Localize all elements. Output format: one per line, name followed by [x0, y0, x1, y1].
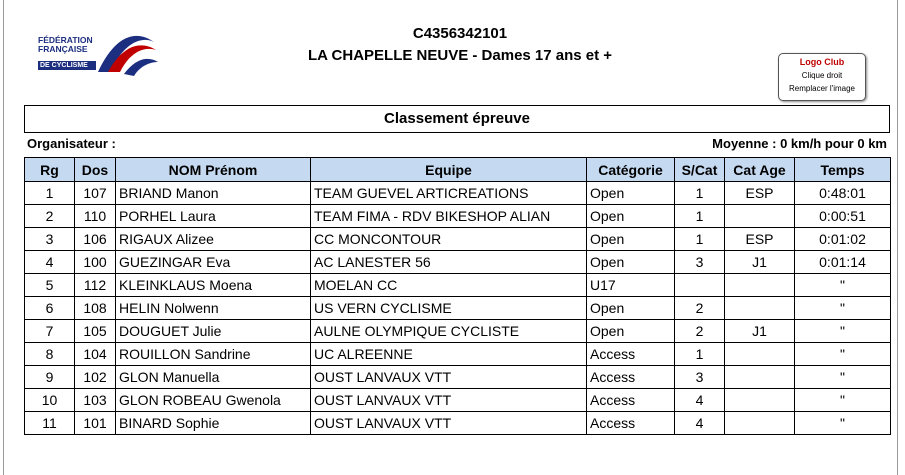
cell-subcategory: 1 — [675, 205, 725, 228]
federation-swoosh-icon — [94, 28, 160, 82]
table-row — [25, 182, 891, 205]
cell-bib: 101 — [75, 412, 116, 435]
cell-team: OUST LANVAUX VTT — [311, 389, 587, 412]
table-row — [25, 297, 891, 320]
page-right-edge — [897, 0, 898, 475]
cell-age-category: ESP — [725, 228, 795, 251]
cell-category: Access — [587, 343, 675, 366]
club-logo-hint-1: Clique droit — [801, 71, 843, 80]
cell-category: Open — [587, 320, 675, 343]
cell-age-category — [725, 343, 795, 366]
cell-age-category — [725, 366, 795, 389]
race-title: LA CHAPELLE NEUVE - Dames 17 ans et + — [307, 47, 613, 64]
section-title: Classement épreuve — [24, 106, 890, 132]
table-header-row — [25, 158, 891, 182]
cell-category: Access — [587, 389, 675, 412]
club-logo-placeholder[interactable] — [778, 53, 866, 101]
cell-name: GUEZINGAR Eva — [116, 251, 311, 274]
federation-logo — [38, 28, 162, 82]
cell-time: 0:48:01 — [795, 182, 891, 205]
cell-subcategory: 1 — [675, 228, 725, 251]
table-row — [25, 228, 891, 251]
cell-name: DOUGUET Julie — [116, 320, 311, 343]
cell-rank: 2 — [25, 205, 75, 228]
average-label: Moyenne : 0 km/h pour 0 km — [712, 136, 887, 151]
cell-rank: 4 — [25, 251, 75, 274]
cell-team: AC LANESTER 56 — [311, 251, 587, 274]
cell-category: Access — [587, 412, 675, 435]
table-row — [25, 320, 891, 343]
cell-time: " — [795, 320, 891, 343]
cell-name: PORHEL Laura — [116, 205, 311, 228]
cell-name: BINARD Sophie — [116, 412, 311, 435]
table-row — [25, 412, 891, 435]
cell-time: " — [795, 412, 891, 435]
col-header-category: Catégorie — [587, 158, 675, 182]
cell-bib: 108 — [75, 297, 116, 320]
col-header-name: NOM Prénom — [116, 158, 311, 182]
organizer-label: Organisateur : — [27, 136, 116, 151]
cell-category: Open — [587, 297, 675, 320]
table-row — [25, 274, 891, 297]
cell-subcategory: 2 — [675, 297, 725, 320]
club-logo-hint-2: Remplacer l'image — [789, 84, 855, 93]
cell-subcategory: 3 — [675, 251, 725, 274]
cell-rank: 10 — [25, 389, 75, 412]
page-left-edge — [3, 0, 4, 475]
cell-age-category — [725, 389, 795, 412]
cell-subcategory: 1 — [675, 343, 725, 366]
cell-name: KLEINKLAUS Moena — [116, 274, 311, 297]
cell-team: TEAM GUEVEL ARTICREATIONS — [311, 182, 587, 205]
table-row — [25, 205, 891, 228]
cell-subcategory — [675, 274, 725, 297]
cell-subcategory: 4 — [675, 389, 725, 412]
cell-name: RIGAUX Alizee — [116, 228, 311, 251]
cell-team: AULNE OLYMPIQUE CYCLISTE — [311, 320, 587, 343]
cell-category: Open — [587, 251, 675, 274]
cell-time: 0:01:02 — [795, 228, 891, 251]
cell-time: " — [795, 343, 891, 366]
cell-bib: 102 — [75, 366, 116, 389]
cell-rank: 1 — [25, 182, 75, 205]
col-header-rank: Rg — [25, 158, 75, 182]
cell-category: U17 — [587, 274, 675, 297]
col-header-subcategory: S/Cat — [675, 158, 725, 182]
cell-bib: 105 — [75, 320, 116, 343]
cell-rank: 6 — [25, 297, 75, 320]
cell-team: TEAM FIMA - RDV BIKESHOP ALIAN — [311, 205, 587, 228]
cell-bib: 104 — [75, 343, 116, 366]
cell-age-category: ESP — [725, 182, 795, 205]
cell-bib: 112 — [75, 274, 116, 297]
cell-team: MOELAN CC — [311, 274, 587, 297]
cell-bib: 107 — [75, 182, 116, 205]
cell-name: HELIN Nolwenn — [116, 297, 311, 320]
cell-subcategory: 2 — [675, 320, 725, 343]
cell-time: " — [795, 297, 891, 320]
cell-category: Open — [587, 205, 675, 228]
cell-time: " — [795, 389, 891, 412]
cell-age-category — [725, 205, 795, 228]
cell-bib: 103 — [75, 389, 116, 412]
table-row — [25, 389, 891, 412]
cell-subcategory: 1 — [675, 182, 725, 205]
club-logo-title: Logo Club — [799, 57, 845, 67]
cell-bib: 100 — [75, 251, 116, 274]
cell-category: Access — [587, 366, 675, 389]
cell-rank: 8 — [25, 343, 75, 366]
cell-rank: 9 — [25, 366, 75, 389]
cell-age-category — [725, 297, 795, 320]
cell-rank: 7 — [25, 320, 75, 343]
cell-bib: 106 — [75, 228, 116, 251]
race-code: C4356342101 — [412, 25, 508, 42]
cell-team: US VERN CYCLISME — [311, 297, 587, 320]
cell-subcategory: 3 — [675, 366, 725, 389]
cell-time: " — [795, 366, 891, 389]
federation-logo-band: DE CYCLISME — [38, 61, 96, 70]
cell-team: OUST LANVAUX VTT — [311, 366, 587, 389]
cell-name: BRIAND Manon — [116, 182, 311, 205]
cell-category: Open — [587, 182, 675, 205]
cell-rank: 5 — [25, 274, 75, 297]
cell-category: Open — [587, 228, 675, 251]
cell-time: 0:01:14 — [795, 251, 891, 274]
col-header-age-category: Cat Age — [725, 158, 795, 182]
federation-logo-text: FÉDÉRATION FRANÇAISE — [38, 35, 93, 54]
results-table — [24, 157, 891, 435]
cell-time: 0:00:51 — [795, 205, 891, 228]
cell-subcategory: 4 — [675, 412, 725, 435]
cell-age-category: J1 — [725, 320, 795, 343]
cell-name: ROUILLON Sandrine — [116, 343, 311, 366]
section-bottom-rule — [24, 132, 890, 133]
cell-rank: 11 — [25, 412, 75, 435]
cell-team: CC MONCONTOUR — [311, 228, 587, 251]
col-header-time: Temps — [795, 158, 891, 182]
cell-bib: 110 — [75, 205, 116, 228]
table-row — [25, 251, 891, 274]
cell-team: OUST LANVAUX VTT — [311, 412, 587, 435]
cell-name: GLON Manuella — [116, 366, 311, 389]
table-row — [25, 366, 891, 389]
cell-age-category: J1 — [725, 251, 795, 274]
col-header-team: Equipe — [311, 158, 587, 182]
cell-time: " — [795, 274, 891, 297]
cell-team: UC ALREENNE — [311, 343, 587, 366]
table-row — [25, 343, 891, 366]
cell-age-category — [725, 412, 795, 435]
col-header-bib: Dos — [75, 158, 116, 182]
cell-age-category — [725, 274, 795, 297]
cell-rank: 3 — [25, 228, 75, 251]
cell-name: GLON ROBEAU Gwenola — [116, 389, 311, 412]
